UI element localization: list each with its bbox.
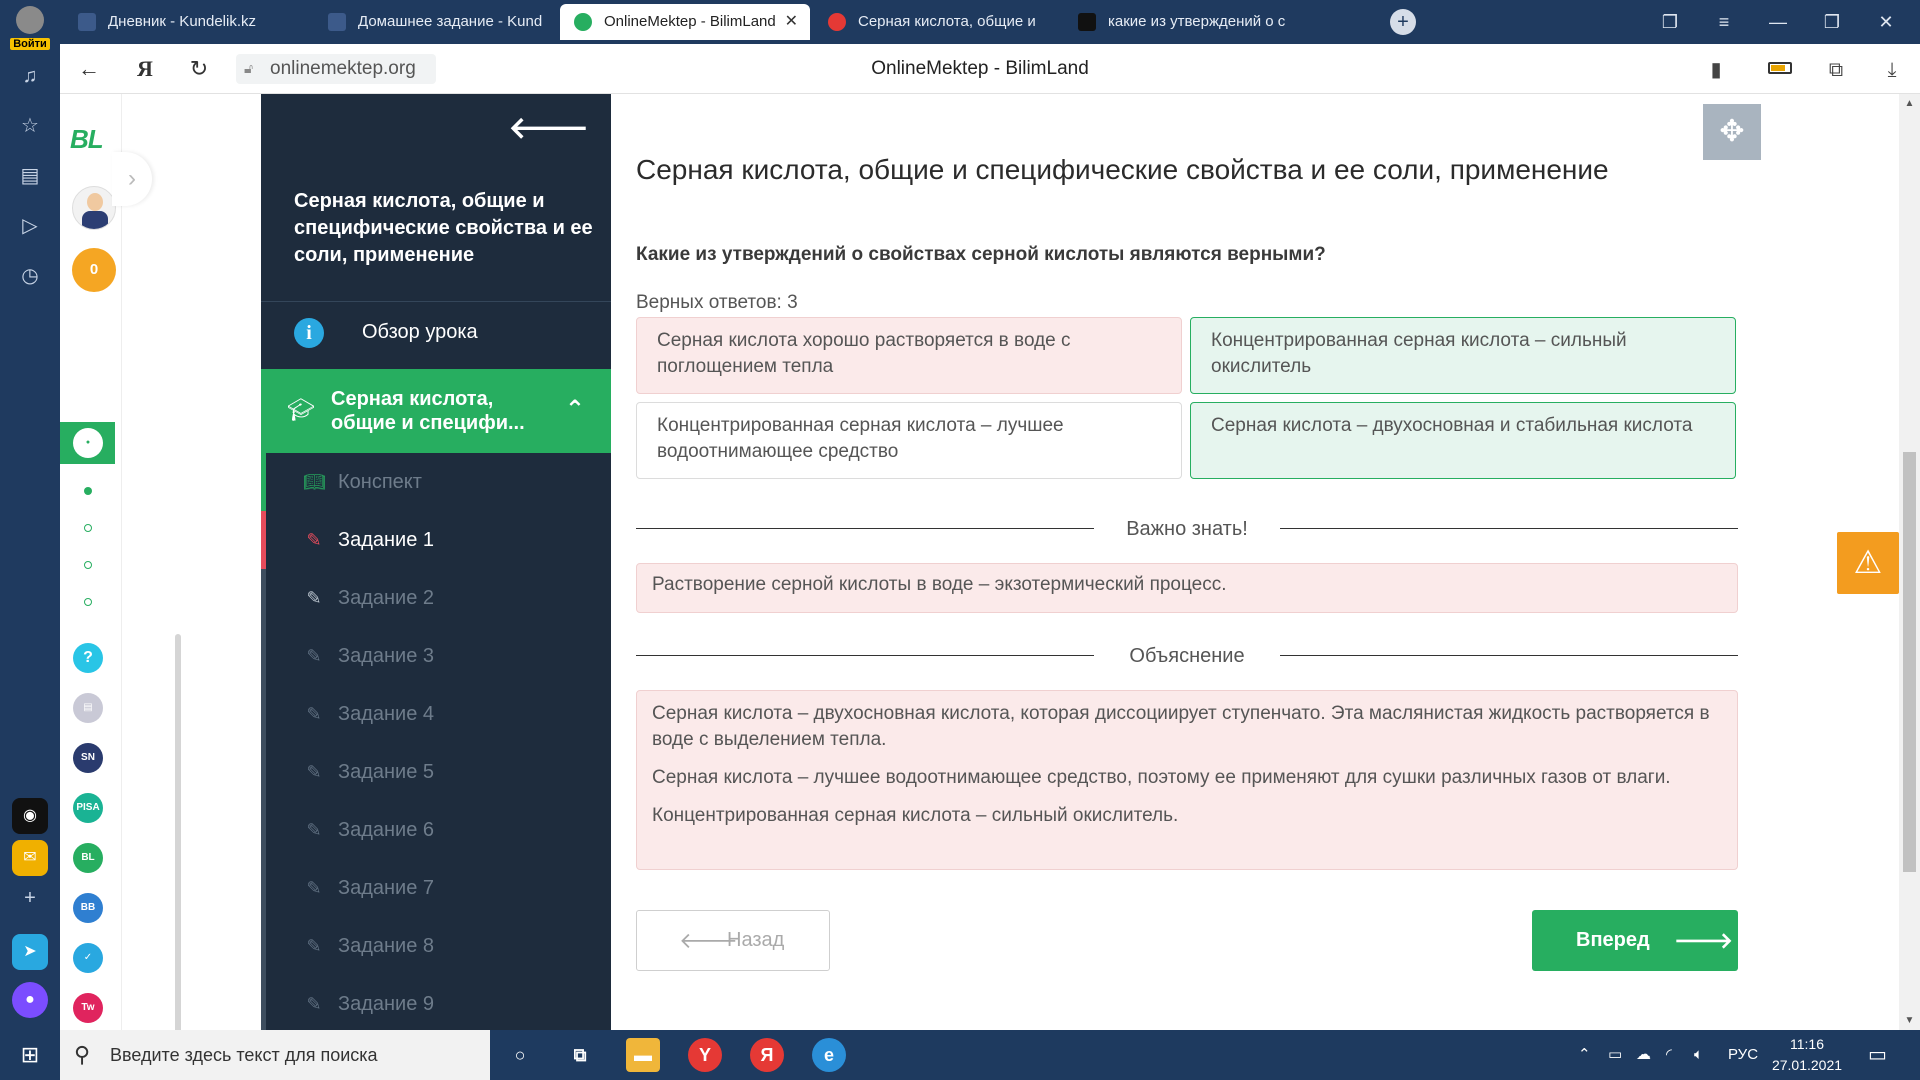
nav-item-label: Конспект [338, 471, 422, 493]
yandex-app-icon[interactable]: Я [750, 1038, 784, 1072]
nav-item-label: Задание 2 [338, 587, 435, 609]
scroll-up-icon[interactable]: ▲ [1904, 98, 1915, 109]
bilimland-logo[interactable]: BL [70, 124, 103, 154]
nav-item-task-4[interactable] [261, 685, 611, 743]
nav-item-bar [261, 453, 266, 511]
windows-start-icon[interactable]: ⊞ [20, 1042, 40, 1067]
nav-item-bar [261, 743, 266, 801]
back-nav-icon[interactable]: ← [78, 56, 100, 81]
nav-item-bar [261, 859, 266, 917]
browser-sidebar [0, 0, 60, 1030]
nav-item-task-7[interactable] [261, 859, 611, 917]
nav-item-label: Задание 1 [338, 529, 435, 551]
book-icon: 📖︎ [303, 472, 326, 492]
nav-item-label: Задание 7 [338, 877, 435, 899]
answer-text: Концентрированная серная кислота – сильный окислитель [1211, 330, 1627, 377]
active-lesson-label: Серная кислота, общие и специфи... [331, 388, 525, 434]
bilimland-favicon-icon [574, 13, 592, 31]
answer-text: Концентрированная серная кислота – лучшее водоотнимающее средство [657, 415, 1064, 462]
site-sidebar [60, 94, 122, 1030]
collections-icon[interactable]: ▤ [20, 165, 40, 187]
add-app-icon[interactable]: + [24, 887, 36, 909]
kundelik-favicon-icon [328, 13, 346, 31]
edge-browser-icon[interactable]: e [812, 1038, 846, 1072]
nav-item-label: Задание 8 [338, 935, 435, 957]
library-icon[interactable]: ▤ [73, 693, 103, 723]
edit-icon: ✎ [306, 878, 322, 898]
znanija-favicon-icon [1078, 13, 1096, 31]
url-text: onlinemektep.org [270, 58, 416, 79]
search-icon: ⚲ [74, 1042, 91, 1067]
next-button[interactable] [1532, 910, 1738, 971]
important-heading: Важно знать! [1126, 518, 1248, 540]
tab-znanija-question[interactable] [1064, 4, 1310, 40]
nav-item-label: Задание 5 [338, 761, 435, 783]
divider-line [1280, 528, 1738, 529]
answer-option[interactable] [1190, 317, 1736, 394]
file-explorer-icon[interactable]: ▬ [626, 1038, 660, 1072]
user-avatar[interactable] [72, 186, 116, 230]
nav-item-label: Задание 9 [338, 993, 435, 1015]
coins-badge[interactable]: 0 [72, 248, 116, 292]
explanation-divider [636, 641, 1738, 671]
explanation-box [636, 690, 1738, 870]
nav-item-task-8[interactable] [261, 917, 611, 975]
tab-homework[interactable] [314, 4, 560, 40]
progress-dot-empty [84, 561, 92, 569]
expand-sidebar-chevron-icon[interactable]: › [112, 152, 152, 206]
tab-label: Дневник - Kundelik.kz [108, 13, 257, 30]
profile-avatar-icon [16, 6, 44, 34]
yandex-browser-icon[interactable]: Y [688, 1038, 722, 1072]
edit-icon: ✎ [306, 762, 322, 782]
scrollbar-thumb[interactable] [1903, 452, 1916, 872]
notification-center-icon[interactable]: ▭ [1868, 1044, 1887, 1066]
clock-date: 27.01.2021 [1771, 1057, 1843, 1073]
nav-item-task-2[interactable] [261, 569, 611, 627]
answer-option[interactable] [636, 402, 1182, 479]
notifications-icon[interactable]: ♫ [22, 65, 38, 87]
alice-app-icon[interactable]: ◉ [12, 798, 48, 834]
language-indicator[interactable]: РУС [1728, 1046, 1759, 1063]
assistant-app-icon[interactable]: ● [12, 982, 48, 1018]
downloads-icon[interactable]: ⤓ [1887, 59, 1897, 81]
tab-label: какие из утверждений о с [1108, 13, 1286, 30]
question-text: Какие из утверждений о свойствах серной кислоты являются верными? [636, 244, 1326, 265]
edit-icon: ✎ [306, 646, 322, 666]
bilimland-app-icon[interactable]: BL [73, 843, 103, 873]
nav-item-bar [261, 569, 266, 627]
lesson-title: Серная кислота, общие и специфические свойства и ее соли, применение [636, 154, 1609, 185]
login-button[interactable] [7, 6, 53, 50]
nav-item-label: Задание 6 [338, 819, 435, 841]
minimize-icon[interactable]: — [1769, 12, 1787, 32]
nav-item-task-6[interactable] [261, 801, 611, 859]
page-scrollbar[interactable] [1899, 94, 1920, 1030]
page-title: OnlineMektep - BilimLand [871, 58, 1089, 79]
chevron-up-icon[interactable]: ⌃ [564, 396, 585, 423]
nav-item-bar [261, 975, 266, 1030]
lesson-overview-item[interactable] [261, 302, 611, 362]
volume-icon[interactable]: 🔈︎ [1694, 1046, 1704, 1063]
explanation-paragraph: Серная кислота – двухосновная кислота, которая диссоциирует ступенчато. Эта маслянистая жидкость растворяется в воде с выделением тепла. [652, 703, 1710, 750]
cortana-icon[interactable]: ○ [514, 1045, 526, 1065]
url-field[interactable] [236, 54, 436, 84]
bilimbook-icon[interactable]: BB [73, 893, 103, 923]
windows-taskbar [0, 1030, 1920, 1080]
nav-item-konspekt[interactable] [261, 453, 611, 511]
onedrive-icon[interactable]: ☁ [1636, 1046, 1651, 1063]
nav-item-bar [261, 801, 266, 859]
kundelik-favicon-icon [78, 13, 96, 31]
tab-kundelik-diary[interactable] [64, 4, 310, 40]
important-divider [636, 514, 1738, 544]
messenger-app-icon[interactable]: ➤ [12, 934, 48, 970]
graduation-cap-icon: 🎓︎ [287, 397, 315, 422]
onlinemektep-icon: ● [73, 428, 103, 458]
smart-nation-icon[interactable]: SN [73, 743, 103, 773]
overview-label: Обзор урока [362, 321, 478, 343]
report-warning-icon[interactable]: ⚠ [1837, 532, 1899, 594]
nav-item-bar [261, 917, 266, 975]
info-icon: i [294, 318, 324, 348]
answer-text: Серная кислота хорошо растворяется в воде с поглощением тепла [657, 330, 1071, 377]
nav-item-bar [261, 511, 266, 569]
nav-item-label: Задание 4 [338, 703, 435, 725]
twig-icon[interactable]: Tw [73, 993, 103, 1023]
battery-tray-icon[interactable]: ▭ [1608, 1046, 1623, 1063]
nav-item-task-9[interactable] [261, 975, 611, 1030]
answer-option[interactable] [1190, 402, 1736, 479]
tray-chevron-icon[interactable]: ⌃ [1578, 1046, 1591, 1063]
login-label: Войти [10, 38, 50, 50]
progress-dot-filled [84, 487, 92, 495]
tab-label: Домашнее задание - Kund [358, 13, 543, 30]
tab-sulfuric-acid[interactable] [814, 4, 1060, 40]
explanation-heading: Объяснение [1129, 645, 1245, 667]
browser-menu-icon[interactable]: ≡ [1718, 12, 1730, 32]
nav-item-task-3[interactable] [261, 627, 611, 685]
battery-saver-icon[interactable] [1768, 62, 1792, 74]
lesson-content [611, 94, 1763, 1030]
video-play-icon[interactable]: ▷ [22, 215, 38, 237]
onlinemektep-app-item[interactable] [60, 422, 115, 464]
new-tab-button[interactable]: + [1390, 9, 1416, 35]
active-lesson-item[interactable] [261, 369, 611, 453]
avatar-head [87, 193, 103, 211]
yandex-home-icon[interactable]: Я [137, 56, 153, 81]
restore-icon[interactable]: ❐ [1823, 12, 1841, 32]
tab-label: OnlineMektep - BilimLand [604, 13, 776, 30]
taskbar-clock[interactable] [1762, 1034, 1852, 1076]
back-label: Назад [727, 929, 785, 951]
arrow-right-icon: 🡒 [1674, 928, 1733, 953]
taskbar-search-placeholder: Введите здесь текст для поиска [110, 1045, 378, 1065]
nav-item-bar [261, 685, 266, 743]
clock-time: 11:16 [1790, 1036, 1824, 1052]
edit-icon: ✎ [306, 994, 322, 1014]
pisa-icon[interactable]: PISA [73, 793, 103, 823]
course-navigation [261, 94, 611, 1030]
avatar-body [82, 211, 108, 230]
tab-label: Серная кислота, общие и [858, 13, 1036, 30]
history-clock-icon[interactable]: ◷ [21, 265, 39, 287]
taskbar-search-field[interactable] [60, 1030, 490, 1080]
edit-icon: ✎ [306, 588, 322, 608]
mail-app-icon[interactable]: ✉ [12, 840, 48, 876]
divider-line [1280, 655, 1738, 656]
address-bar [60, 44, 1920, 94]
explanation-paragraph: Серная кислота – лучшее водоотнимающее средство, поэтому ее применяют для сушки различных газов от влаги. [652, 767, 1671, 788]
yandex-favicon-icon [828, 13, 846, 31]
edit-icon: ✎ [306, 820, 322, 840]
back-button[interactable] [636, 910, 830, 971]
sidebar-scrollbar[interactable] [175, 634, 181, 1064]
help-question-icon[interactable]: ? [73, 643, 103, 673]
fullscreen-expand-icon[interactable]: ✥ [1703, 104, 1761, 160]
task-view-icon[interactable]: ⧉ [573, 1045, 587, 1065]
edit-icon: ✎ [306, 936, 322, 956]
nav-item-task-5[interactable] [261, 743, 611, 801]
arrow-left-icon: 🡐 [679, 928, 738, 953]
tab-bar [60, 0, 1920, 44]
correct-answers-count: Верных ответов: 3 [636, 292, 798, 313]
nav-item-label: Задание 3 [338, 645, 435, 667]
extensions-icon[interactable]: ⧉ [1828, 59, 1844, 81]
answer-text: Серная кислота – двухосновная и стабильная кислота [1211, 415, 1693, 436]
close-window-icon[interactable]: ✕ [1878, 12, 1894, 32]
course-title: Серная кислота, общие и специфические свойства и ее соли, применение [294, 190, 593, 266]
progress-dot-empty [84, 524, 92, 532]
important-box [636, 563, 1738, 613]
progress-dot-empty [84, 598, 92, 606]
reload-icon[interactable]: ↻ [189, 56, 209, 81]
important-text: Растворение серной кислоты в воде – экзотермический процесс. [652, 574, 1227, 595]
close-tab-icon[interactable]: ✕ [784, 13, 798, 30]
tab-onlinemektep[interactable] [560, 4, 810, 40]
test-icon[interactable]: ✓ [73, 943, 103, 973]
favorites-star-icon[interactable]: ☆ [21, 115, 39, 137]
edit-icon: ✎ [306, 704, 322, 724]
wifi-icon[interactable]: ◜ [1666, 1046, 1672, 1063]
collapse-nav-arrow-icon[interactable]: 🡐 [508, 112, 589, 145]
next-label: Вперед [1576, 929, 1650, 951]
answer-option[interactable] [636, 317, 1182, 394]
nav-item-bar [261, 627, 266, 685]
lock-icon[interactable]: 🔓︎ [244, 60, 254, 76]
bookmark-icon[interactable]: ▮ [1710, 59, 1722, 81]
scroll-down-icon[interactable]: ▼ [1904, 1015, 1915, 1026]
nav-item-task-1[interactable] [261, 511, 611, 569]
tabs-overview-icon[interactable]: ❐ [1661, 12, 1679, 32]
edit-icon: ✎ [306, 530, 322, 550]
explanation-paragraph: Концентрированная серная кислота – сильный окислитель. [652, 805, 1179, 826]
